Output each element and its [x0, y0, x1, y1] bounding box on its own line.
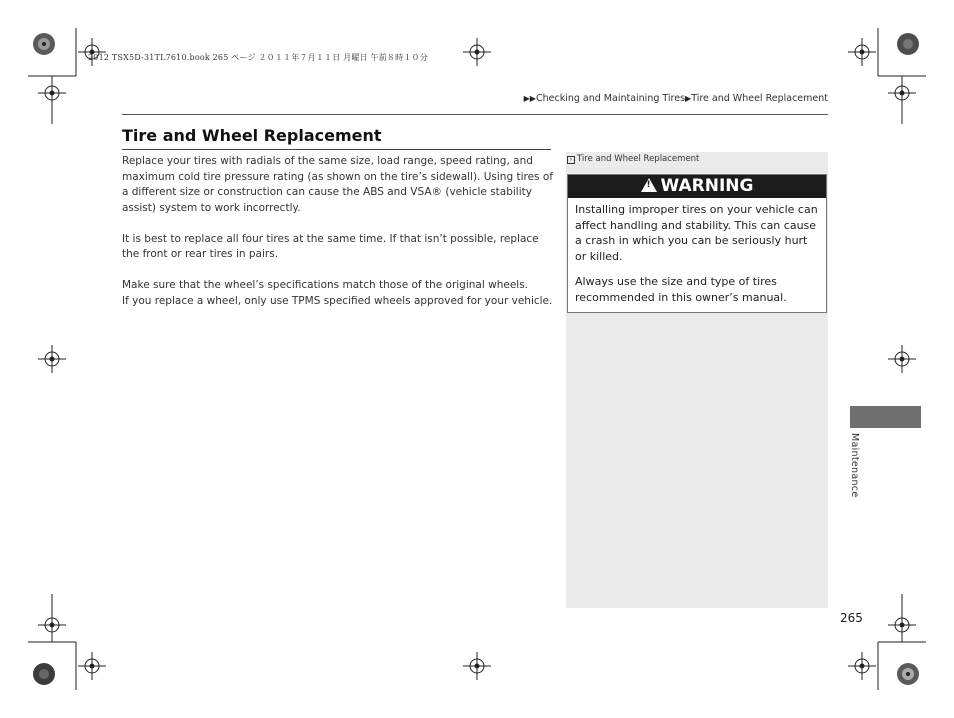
breadcrumb-separator-icon: ▶ [685, 94, 692, 103]
warning-box [567, 174, 827, 313]
print-header: 2012 TSX5D-31TL7610.book 265 ページ ２０１１年７月１１日 月曜日 午前８時１０分 [88, 53, 428, 62]
reference-arrow-icon: › [567, 156, 575, 164]
warning-triangle-icon: ! [641, 178, 657, 192]
body-paragraph-3: Make sure that the wheel’s specifications match those of the original wheels. If you replace a wheel, only use TPMS specified wheels approved for your vehicle. [122, 279, 553, 307]
breadcrumb-prefix-icon: ▶▶ [523, 94, 536, 103]
title-rule [122, 149, 551, 150]
header-rule [122, 114, 828, 115]
warning-paragraph-1: Installing improper tires on your vehicle can affect handling and stability. This can cause a crash in which you can be seriously hurt or killed. [575, 203, 818, 263]
chapter-tab[interactable] [850, 406, 921, 428]
sidebar-heading-label: Tire and Wheel Replacement [577, 154, 700, 164]
breadcrumb-current: Tire and Wheel Replacement [691, 93, 828, 104]
page-title: Tire and Wheel Replacement [122, 126, 382, 145]
warning-label: WARNING [660, 176, 754, 196]
chapter-label: Maintenance [849, 433, 860, 498]
warning-paragraph-2: Always use the size and type of tires recommended in this owner’s manual. [575, 275, 787, 304]
body-paragraph-1: Replace your tires with radials of the same size, load range, speed rating, and maximum cold tire pressure rating (as shown on the tire’s sidewall). Using tires of a different size or construction can cause the ABS and VSA® (vehicle stability assist) system to work incorrectly. [122, 155, 553, 214]
breadcrumb-parent[interactable]: Checking and Maintaining Tires [535, 93, 686, 104]
warning-header [568, 175, 826, 198]
body-paragraph-2: It is best to replace all four tires at the same time. If that isn’t possible, replace the front or rear tires in pairs. [122, 232, 539, 260]
sidebar-heading[interactable] [567, 154, 699, 164]
warning-text [575, 202, 821, 315]
breadcrumb [524, 93, 828, 104]
page-number: 265 [840, 611, 863, 625]
body-text [122, 154, 554, 325]
